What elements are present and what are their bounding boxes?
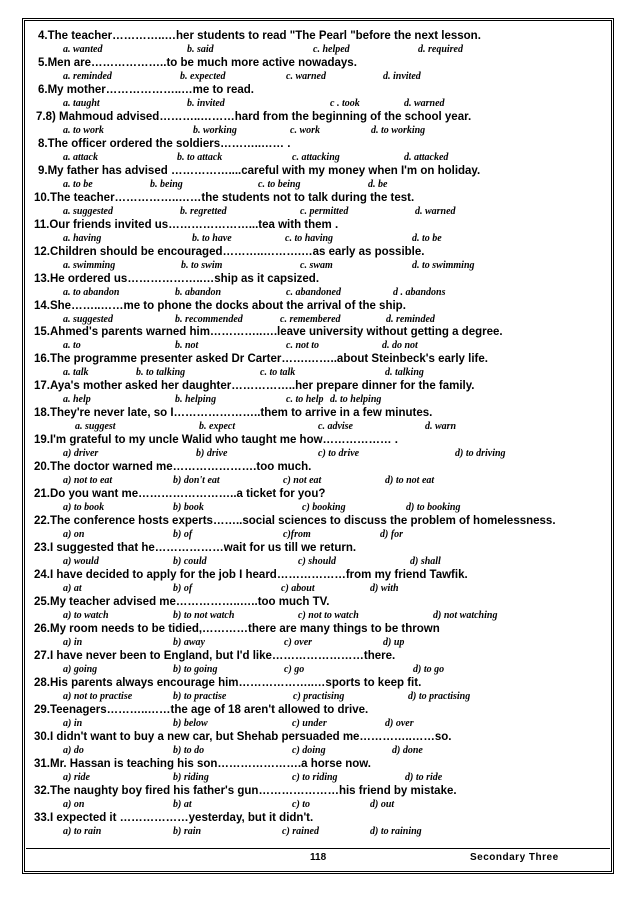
answer-option: b. not	[175, 340, 199, 352]
answer-option: d) over	[385, 717, 414, 729]
answer-option: c) about	[281, 583, 315, 594]
answer-option: a) in	[63, 717, 83, 729]
answer-option: d. to working	[371, 124, 426, 136]
answer-option: c. attacking	[292, 151, 340, 163]
question-text: 27.I have never been to England, but I'd like……………………there.	[34, 649, 396, 662]
answer-option: a. wanted	[63, 44, 103, 55]
answer-option: a. to abandon	[63, 286, 120, 298]
question-text: 7.8) Mahmoud advised………..………hard from the beginning of the school year.	[36, 110, 472, 123]
answer-option: a) at	[63, 583, 82, 594]
answer-option: b) of	[173, 529, 193, 541]
answer-option: c) to	[292, 798, 311, 810]
answer-option: d. be	[368, 178, 388, 190]
answer-option: a) going	[63, 663, 98, 675]
answer-option: b) riding	[173, 771, 209, 783]
question-text: 28.His parents always encourage him………………..…sports to keep fit.	[34, 676, 422, 689]
answer-option: c. abandoned	[286, 286, 341, 298]
answer-option: b) to not watch	[173, 609, 235, 621]
answer-option: c. to talk	[260, 367, 296, 379]
answer-option: c. swam	[300, 259, 333, 271]
answer-option: d) to booking	[406, 502, 461, 514]
answer-option: a. taught	[63, 97, 100, 109]
answer-option: b. helping	[175, 394, 217, 406]
answer-option: a) do	[63, 744, 84, 756]
question-text: 23.I suggested that he………………wait for us till we return.	[34, 542, 357, 555]
answer-option: d) shall	[410, 556, 441, 568]
answer-option: c. remembered	[280, 313, 341, 325]
question-text: 31.Mr. Hassan is teaching his son………………….a horse now.	[34, 757, 371, 770]
answer-option: c) rained	[282, 825, 319, 837]
answer-option: c. work	[290, 124, 320, 136]
question-text: 11.Our friends invited us…………………...tea with them .	[34, 218, 339, 231]
question-text: 26.My room needs to be tidied,…………there are many things to be thrown	[34, 622, 440, 635]
question-text: 4.The teacher…………..…her students to read "The Pearl "before the next lesson.	[38, 30, 481, 42]
question-text: 10.The teacher……………..……the students not to talk during the test.	[34, 191, 415, 204]
answer-option: d) to not eat	[385, 475, 435, 487]
answer-option: b) drive	[196, 448, 228, 460]
answer-option: c. warned	[286, 70, 326, 82]
answer-option: d. talking	[385, 367, 424, 379]
answer-option: c) to riding	[292, 771, 338, 783]
answer-option: b) don't eat	[173, 475, 220, 487]
answer-option: b. said	[187, 44, 214, 55]
answer-option: d. do not	[382, 340, 418, 352]
answer-option: a) on	[63, 798, 85, 810]
answer-option: a. suggest	[75, 421, 116, 433]
question-text: 5.Men are………………..to be much more active nowadays.	[38, 56, 357, 69]
answer-option: b. to attack	[177, 151, 223, 163]
answer-option: a. suggested	[63, 205, 113, 217]
answer-option: c) over	[284, 636, 313, 648]
question-text: 14.She……..……me to phone the docks about the arrival of the ship.	[34, 299, 406, 312]
answer-option: a. attack	[63, 151, 98, 163]
answer-option: c)from	[283, 529, 311, 541]
question-text: 6.My mother………………..…me to read.	[38, 83, 254, 96]
answer-option: d) to ride	[405, 771, 443, 783]
answer-option: c) should	[298, 556, 337, 568]
answer-option: b. to swim	[181, 259, 223, 271]
question-text: 19.I'm grateful to my uncle Walid who taught me how……………… .	[34, 434, 398, 447]
question-text: 29.Teenagers………..……the age of 18 aren't allowed to drive.	[34, 703, 369, 716]
question-text: 12.Children should be encouraged………..……….…as early as possible.	[34, 245, 425, 258]
answer-option: a) on	[63, 529, 85, 541]
answer-option: a) driver	[63, 448, 99, 460]
answer-option: d. required	[418, 44, 463, 55]
answer-option: c) not to watch	[298, 609, 359, 621]
answer-option: d) to driving	[455, 448, 506, 460]
question-text: 30.I didn't want to buy a new car, but Shehab persuaded me…………..……so.	[34, 730, 452, 743]
answer-option: d. invited	[383, 70, 421, 82]
question-text: 21.Do you want me……………………..a ticket for you?	[34, 488, 326, 501]
answer-option: b) to do	[173, 744, 205, 756]
answer-option: c. helped	[313, 44, 350, 55]
answer-option: d) to raining	[370, 825, 422, 837]
answer-option: a) to watch	[63, 609, 109, 621]
answer-option: a. talk	[63, 367, 89, 379]
answer-option: c. to being	[258, 178, 301, 190]
answer-option: b) to going	[173, 663, 218, 675]
answer-option: c. not to	[286, 340, 320, 352]
answer-option: a. help	[63, 394, 91, 406]
question-text: 20.The doctor warned me………………….too much.	[34, 461, 312, 474]
answer-option: b. working	[193, 124, 237, 136]
answer-option: d) out	[370, 798, 395, 810]
answer-option: b. being	[150, 178, 183, 190]
answer-option: b) of	[173, 583, 193, 594]
answer-option: a) in	[63, 636, 83, 648]
answer-option: a. swimming	[63, 259, 116, 271]
answer-option: b) below	[173, 717, 208, 729]
answer-option: d. to be	[412, 232, 442, 244]
question-text: 9.My father has advised ……………....careful with my money when I'm on holiday.	[38, 164, 481, 177]
answer-option: a) to rain	[63, 825, 102, 837]
answer-option: d) with	[370, 583, 399, 594]
answer-option: b) to practise	[173, 690, 227, 702]
answer-option: a) to book	[63, 502, 105, 514]
answer-option: d) to go	[413, 663, 445, 675]
answer-option: b. to have	[192, 232, 232, 244]
answer-option: b. regretted	[180, 205, 227, 217]
answer-option: d) for	[380, 529, 404, 541]
answer-option: d) done	[392, 744, 423, 756]
question-text: 16.The programme presenter asked Dr Carter…….……..about Steinbeck's early life.	[34, 353, 488, 366]
answer-option: b) rain	[173, 825, 202, 837]
answer-option: c. advise	[318, 421, 353, 433]
answer-option: a. suggested	[63, 313, 113, 325]
answer-option: c) doing	[292, 744, 326, 756]
answer-option: d. reminded	[386, 313, 435, 325]
answer-option: b) book	[173, 502, 204, 514]
footer-divider	[26, 848, 610, 849]
question-text: 15.Ahmed's parents warned him…………..….leave university without getting a degree.	[34, 326, 503, 339]
answer-option: c) go	[284, 663, 305, 675]
grade-label: Secondary Three	[470, 852, 559, 863]
answer-option: d. warn	[425, 421, 457, 433]
question-text: 32.The naughty boy fired his father's gun…………………his friend by mistake.	[34, 784, 457, 797]
answer-option: c) practising	[293, 690, 345, 702]
answer-option: a. reminded	[63, 70, 112, 82]
answer-option: c) booking	[302, 502, 346, 514]
answer-option: a) not to eat	[63, 475, 113, 487]
answer-option: c) not eat	[283, 475, 322, 487]
answer-option: b. invited	[187, 97, 225, 109]
answer-option: d. warned	[404, 97, 445, 109]
answer-option: d. to helping	[330, 394, 382, 406]
answer-option: b. expected	[180, 70, 226, 82]
question-text: 25.My teacher advised me……………..…..too much TV.	[34, 595, 330, 608]
answer-option: a. having	[63, 232, 102, 244]
answer-option: d) up	[383, 636, 405, 648]
answer-option: a. to work	[63, 124, 104, 136]
answer-option: d. attacked	[404, 151, 449, 163]
page-number: 118	[310, 852, 327, 863]
answer-option: c) to drive	[318, 448, 360, 460]
answer-option: d. warned	[415, 205, 456, 217]
question-text: 17.Aya's mother asked her daughter……………..her prepare dinner for the family.	[34, 380, 475, 393]
answer-option: b. to talking	[136, 367, 186, 379]
answer-option: b. abandon	[175, 286, 222, 298]
answer-option: d) to practising	[408, 690, 471, 702]
answer-option: c. to having	[285, 232, 334, 244]
answer-option: b. expect	[199, 421, 236, 433]
question-text: 24.I have decided to apply for the job I heard………………from my friend Tawfik.	[34, 569, 468, 581]
answer-option: c) under	[292, 717, 327, 729]
question-text: 18.They're never late, so I…………………..them to arrive in a few minutes.	[34, 407, 433, 420]
answer-option: a) ride	[63, 771, 90, 783]
answer-option: b) at	[173, 798, 192, 810]
answer-option: c . took	[330, 97, 360, 109]
question-text: 8.The officer ordered the soldiers………..…… .	[38, 137, 291, 150]
answer-option: a) not to practise	[63, 690, 133, 702]
answer-option: c. permitted	[300, 205, 349, 217]
answer-option: b) away	[173, 636, 205, 648]
answer-option: d. to swimming	[412, 259, 475, 271]
answer-option: b) could	[173, 556, 207, 568]
answer-option: a) would	[63, 556, 99, 568]
question-text: 22.The conference hosts experts……..social sciences to discuss the problem of homelessness.	[34, 515, 556, 528]
question-text: 33.I expected it ………………yesterday, but it didn't.	[34, 811, 314, 824]
answer-option: b. recommended	[175, 313, 243, 325]
answer-option: d . abandons	[393, 286, 446, 298]
answer-option: d) not watching	[433, 609, 498, 621]
question-text: 13.He ordered us………………..…ship as it capsized.	[34, 272, 320, 285]
answer-option: a. to	[63, 340, 81, 352]
answer-option: c. to help	[286, 394, 324, 406]
answer-option: a. to be	[63, 178, 93, 190]
